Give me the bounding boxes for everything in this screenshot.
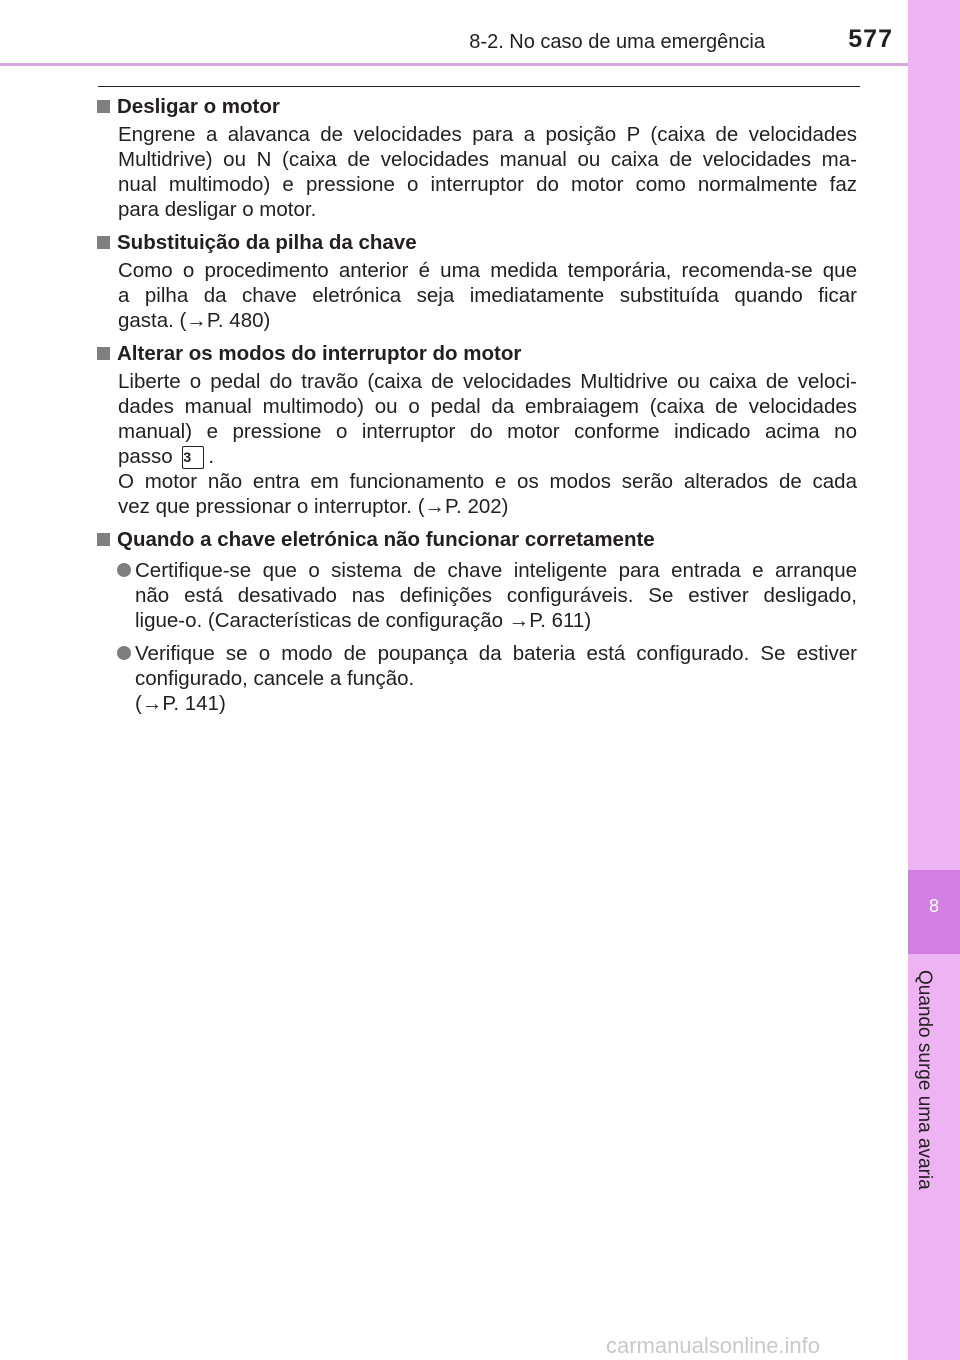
text-line: vez que pressionar o interruptor. (→P. 202) bbox=[118, 495, 509, 518]
text-line: Como o procedimento anterior é uma medida temporária, recomenda-se que bbox=[118, 259, 857, 282]
watermark: carmanualsonline.info bbox=[606, 1333, 821, 1358]
section-switch-modes bbox=[97, 341, 857, 519]
text-line: Liberte o pedal do travão (caixa de velocidades Multidrive ou caixa de veloci- bbox=[118, 370, 857, 393]
text-line: manual) e pressione o interruptor do motor conforme indicado acima no bbox=[118, 420, 857, 443]
list-item bbox=[97, 641, 857, 716]
section-heading bbox=[97, 527, 857, 552]
text-line: Engrene a alavanca de velocidades para a posição P (caixa de velocidades bbox=[118, 123, 857, 146]
step-suffix: . bbox=[208, 445, 215, 468]
text-line: O motor não entra em funcionamento e os modos serão alterados de cada bbox=[118, 470, 857, 493]
text-line: Certifique-se que o sistema de chave inteligente para entrada e arranque bbox=[135, 559, 857, 582]
circle-bullet-icon bbox=[117, 646, 131, 660]
chapter-number: 8 bbox=[928, 896, 939, 916]
paragraph bbox=[97, 122, 857, 222]
heading-text: Quando a chave eletrónica não funcionar corretamente bbox=[117, 528, 655, 551]
text-line: Multidrive) ou N (caixa de velocidades manual ou caixa de velocidades ma- bbox=[118, 148, 857, 171]
circle-bullet-icon bbox=[117, 563, 131, 577]
text-line: Verifique se o modo de poupança da bateria está configurado. Se estiver bbox=[135, 642, 857, 665]
square-bullet-icon bbox=[97, 236, 110, 249]
step-number-badge: 3 bbox=[182, 446, 204, 469]
header-rule bbox=[0, 63, 908, 66]
chapter-title: Quando surge uma avaria bbox=[914, 970, 935, 1190]
section-heading bbox=[97, 341, 857, 366]
text-line: a pilha da chave eletrónica seja imediatamente substituída quando ficar bbox=[118, 284, 857, 307]
page-number: 577 bbox=[848, 25, 893, 53]
text-line bbox=[118, 444, 857, 469]
section-title: 8-2. No caso de uma emergência bbox=[469, 31, 765, 53]
square-bullet-icon bbox=[97, 100, 110, 113]
paragraph bbox=[97, 369, 857, 519]
square-bullet-icon bbox=[97, 347, 110, 360]
heading-text: Substituição da pilha da chave bbox=[117, 231, 417, 254]
section-key-battery bbox=[97, 230, 857, 333]
text-line: para desligar o motor. bbox=[118, 198, 317, 221]
text-line: configurado, cancele a função. bbox=[135, 667, 415, 690]
text-line: dades manual multimodo) ou o pedal da embraiagem (caixa de velocidades bbox=[118, 395, 857, 418]
square-bullet-icon bbox=[97, 533, 110, 546]
text-line: gasta. (→P. 480) bbox=[118, 309, 271, 332]
text-line: ligue-o. (Características de configuração →P. 611) bbox=[135, 609, 592, 632]
heading-text: Alterar os modos do interruptor do motor bbox=[117, 342, 522, 365]
section-heading bbox=[97, 230, 857, 255]
text-line: nual multimodo) e pressione o interruptor do motor como normalmente faz bbox=[118, 173, 857, 196]
section-stop-engine bbox=[97, 94, 857, 222]
text-line: não está desativado nas definições configuráveis. Se estiver desligado, bbox=[135, 584, 857, 607]
section-key-malfunction bbox=[97, 527, 857, 716]
step-prefix: passo bbox=[118, 445, 173, 468]
paragraph bbox=[97, 258, 857, 333]
section-heading bbox=[97, 94, 857, 119]
page-content bbox=[97, 94, 857, 724]
text-line: (→P. 141) bbox=[135, 692, 226, 715]
list-item bbox=[97, 558, 857, 633]
content-top-rule bbox=[98, 86, 860, 87]
heading-text: Desligar o motor bbox=[117, 95, 280, 118]
